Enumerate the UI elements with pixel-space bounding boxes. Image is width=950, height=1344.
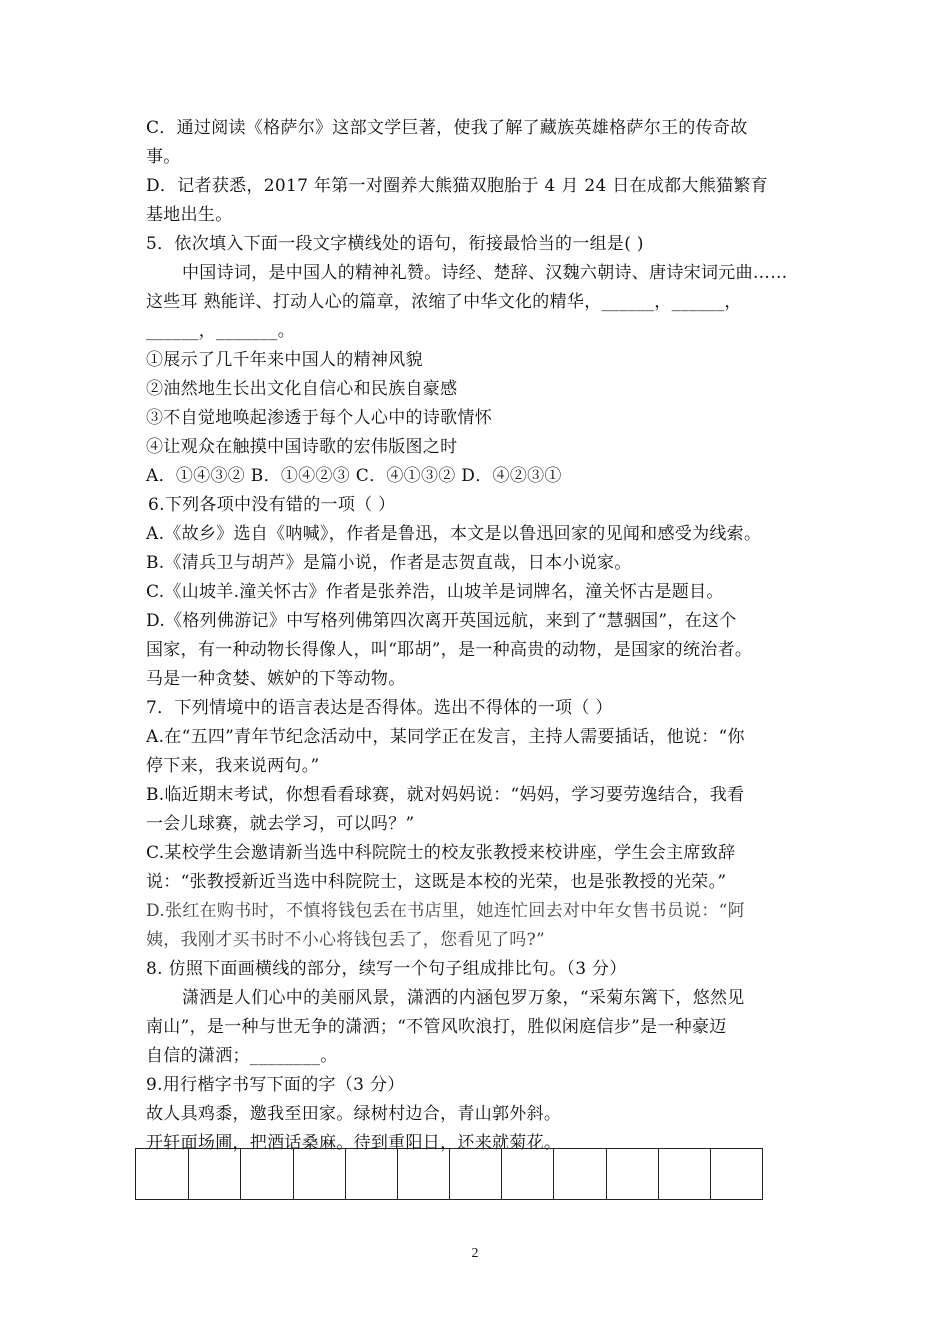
question-6-option-a: A.《故乡》选自《呐喊》，作者是鲁迅，本文是以鲁迅回家的见闻和感受为线索。 bbox=[146, 524, 762, 544]
question-7-option-a-line-2: 停下来，我来说两句。” bbox=[146, 756, 320, 776]
question-5-choices: A．①④③② B．①④②③ C．④①③② D．④②③① bbox=[146, 466, 562, 486]
writing-cell[interactable] bbox=[606, 1149, 658, 1199]
document-body bbox=[146, 114, 810, 1158]
question-7-option-b-line-1: B.临近期末考试，你想看看球赛，就对妈妈说：“妈妈，学习要劳逸结合，我看 bbox=[146, 785, 745, 805]
question-5-passage-line-3: ______，_______。 bbox=[146, 321, 295, 341]
writing-cell[interactable] bbox=[136, 1149, 188, 1199]
writing-cell[interactable] bbox=[553, 1149, 605, 1199]
question-5-item-1: ①展示了几千年来中国人的精神风貌 bbox=[146, 350, 423, 370]
writing-cell[interactable] bbox=[240, 1149, 292, 1199]
writing-cell[interactable] bbox=[710, 1149, 762, 1199]
option-c-line-1: C．通过阅读《格萨尔》这部文学巨著，使我了解了藏族英雄格萨尔王的传奇故 bbox=[146, 118, 748, 138]
writing-cell[interactable] bbox=[658, 1149, 710, 1199]
question-9-poem-line-2: 开轩面场圃，把酒话桑麻。待到重阳日，还来就菊花。 bbox=[146, 1133, 562, 1153]
question-8-passage-line-3: 自信的潇洒；________。 bbox=[146, 1046, 338, 1066]
question-8-passage-line-1: 潇洒是人们心中的美丽风景，潇洒的内涵包罗万象，“采菊东篱下，悠然见 bbox=[182, 988, 745, 1008]
question-5-title: 5．依次填入下面一段文字横线处的语句，衔接最恰当的一组是( ) bbox=[146, 234, 644, 254]
option-d-line-2: 基地出生。 bbox=[146, 205, 233, 225]
option-d-line-1: D．记者获悉，2017 年第一对圈养大熊猫双胞胎于 4 月 24 日在成都大熊猫繁育 bbox=[146, 176, 768, 196]
question-9-poem-line-1: 故人具鸡黍，邀我至田家。绿树村边合，青山郭外斜。 bbox=[146, 1104, 562, 1124]
question-6-option-d-line-2: 国家，有一种动物长得像人，叫“耶胡”，是一种高贵的动物，是国家的统治者。 bbox=[146, 640, 753, 660]
question-5-passage-line-2: 这些耳 熟能详、打动人心的篇章，浓缩了中华文化的精华，______，______， bbox=[146, 292, 742, 312]
question-6-option-d-line-3: 马是一种贪婪、嫉妒的下等动物。 bbox=[146, 669, 406, 689]
question-7-title: 7．下列情境中的语言表达是否得体。选出不得体的一项（ ） bbox=[146, 698, 613, 718]
question-7-option-b-line-2: 一会儿球赛，就去学习，可以吗？” bbox=[146, 814, 415, 834]
option-c-line-2: 事。 bbox=[146, 147, 181, 167]
question-5-item-3: ③不自觉地唤起渗透于每个人心中的诗歌情怀 bbox=[146, 408, 492, 428]
question-5-item-4: ④让观众在触摸中国诗歌的宏伟版图之时 bbox=[146, 437, 458, 457]
question-6-option-b: B.《清兵卫与胡芦》是篇小说，作者是志贺直哉，日本小说家。 bbox=[146, 553, 632, 573]
question-6-option-d-line-1: D.《格列佛游记》中写格列佛第四次离开英国远航，来到了“慧骃国”，在这个 bbox=[146, 611, 737, 631]
writing-cell[interactable] bbox=[293, 1149, 345, 1199]
page-number: 2 bbox=[471, 1246, 479, 1261]
question-5-item-2: ②油然地生长出文化自信心和民族自豪感 bbox=[146, 379, 458, 399]
question-7-option-c-line-2: 说：“张教授新近当选中科院院士，这既是本校的光荣，也是张教授的光荣。” bbox=[146, 872, 727, 892]
question-7-option-a-line-1: A.在“五四”青年节纪念活动中，某同学正在发言，主持人需要插话，他说：“你 bbox=[146, 727, 745, 747]
question-6-option-c: C.《山坡羊.潼关怀古》作者是张养浩，山坡羊是词牌名，潼关怀古是题目。 bbox=[146, 582, 724, 602]
question-7-option-d-line-1: D.张红在购书时，不慎将钱包丢在书店里，她连忙回去对中年女售书员说：“阿 bbox=[146, 901, 745, 921]
writing-cell[interactable] bbox=[345, 1149, 397, 1199]
question-6-title: 6.下列各项中没有错的一项（ ） bbox=[148, 495, 396, 515]
writing-cell[interactable] bbox=[501, 1149, 553, 1199]
question-7-option-d-line-2: 姨，我刚才买书时不小心将钱包丢了，您看见了吗?” bbox=[146, 930, 546, 950]
writing-grid bbox=[135, 1148, 763, 1200]
writing-cell[interactable] bbox=[449, 1149, 501, 1199]
question-8-passage-line-2: 南山”，是一种与世无争的潇洒；“不管风吹浪打，胜似闲庭信步”是一种豪迈 bbox=[146, 1017, 727, 1037]
question-5-passage-line-1: 中国诗词，是中国人的精神礼赞。诗经、楚辞、汉魏六朝诗、唐诗宋词元曲…… bbox=[182, 263, 788, 283]
question-9-title: 9.用行楷字书写下面的字（3 分） bbox=[146, 1075, 405, 1095]
question-7-option-c-line-1: C.某校学生会邀请新当选中科院院士的校友张教授来校讲座，学生会主席致辞 bbox=[146, 843, 736, 863]
writing-cell[interactable] bbox=[188, 1149, 240, 1199]
writing-cell[interactable] bbox=[397, 1149, 449, 1199]
question-8-title: 8. 仿照下面画横线的部分，续写一个句子组成排比句。（3 分） bbox=[146, 959, 627, 979]
